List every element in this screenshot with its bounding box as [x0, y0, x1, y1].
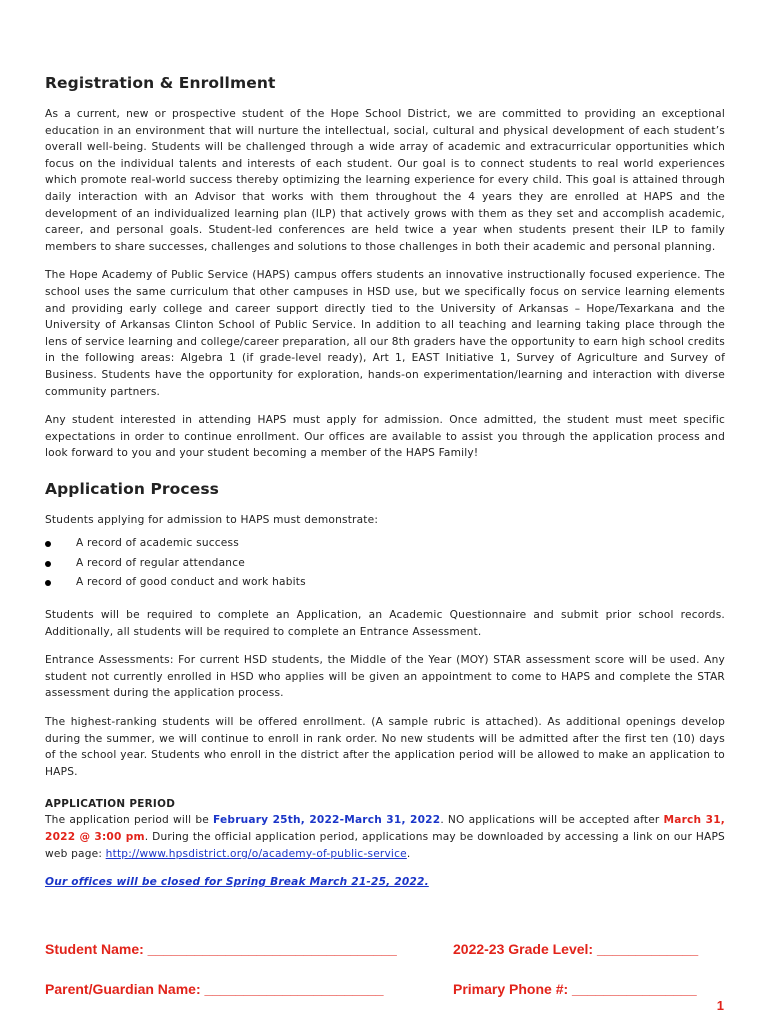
page-number: 1 — [716, 998, 724, 1013]
page-content — [45, 74, 725, 891]
list-item — [45, 554, 725, 574]
registration-heading: Registration & Enrollment — [45, 74, 276, 92]
period-deadline: March 31, 2022 @ 3:00 pm — [45, 814, 725, 843]
form-row-1 — [45, 941, 735, 961]
registration-paragraph-3: Any student interested in attending HAPS must apply for admission. Once admitted, the student must meet specific expectations in order to continue enrollment. Our offices are available to assist you through the application process and look forward to you and your student becoming a member of the HAPS Family! — [45, 414, 725, 460]
application-process-heading: Application Process — [45, 479, 219, 498]
period-text-4: . — [406, 847, 411, 860]
application-intro: Students applying for admission to HAPS must demonstrate: — [45, 513, 379, 526]
bullet-icon — [45, 580, 51, 586]
form-row-2 — [45, 981, 735, 1001]
spring-break-notice: Our offices will be closed for Spring Break March 21-25, 2022. — [45, 876, 429, 889]
requirement-text: A record of academic success — [76, 537, 239, 550]
period-text-1: The application period will be — [45, 814, 214, 827]
entrance-assessment-paragraph: Entrance Assessments: For current HSD students, the Middle of the Year (MOY) STAR assessment score will be used. Any student not currently enrolled in HSD who applies will be given an appointment to come to HAPS and complete the STAR assessment during the application process. — [45, 654, 725, 700]
requirements-list — [45, 534, 725, 593]
haps-web-link[interactable]: http://www.hpsdistrict.org/o/academy-of-public-service — [105, 847, 407, 860]
period-dates: February 25th, 2022-March 31, 2022 — [213, 814, 441, 827]
primary-phone-field[interactable]: Primary Phone #: ________________ — [453, 981, 697, 997]
parent-guardian-name-field[interactable]: Parent/Guardian Name: _______________________ — [45, 981, 384, 997]
registration-paragraph-2: The Hope Academy of Public Service (HAPS) campus offers students an innovative instructionally focused experience. The school uses the same curriculum that other campuses in HSD use, but we specifically focus on service learning elements and providing early college and career support directly tied to the University of Arkansas – Hope/Texarkana and the University of Arkansas Clinton School of Public Service. In addition to all teaching and learning taking place through the lens of service learning and college/career preparation, all our 8th graders have the opportunity to earn high school credits in the following areas: Algebra 1 (if grade-level ready), Art 1, EAST Initiative 1, Survey of Agriculture and Survey of Business. Students have the opportunity for exploration, hands-on experimentation/learning and interaction with diverse community partners. — [45, 269, 725, 398]
list-item — [45, 534, 725, 554]
ranking-paragraph: The highest-ranking students will be offered enrollment. (A sample rubric is attached). As additional openings develop during the summer, we will continue to enroll in rank order. No new students will be admitted after the first ten (10) days of the school year. Students who enroll in the district after the application period will be allowed to make an application to HAPS. — [45, 715, 725, 778]
registration-paragraph-1: As a current, new or prospective student of the Hope School District, we are committed to providing an exceptional education in an environment that will nurture the intellectual, social, cultural and physical development of each student’s overall well-being. Students will be challenged through a wide array of academic and extracurricular opportunities which focus on the individual talents and interests of each student. Our goal is to connect students to real world experiences which promote real-world success thereby optimizing the learning experience for every child. This goal is attained through daily interaction with an Advisor that works with them throughout the 4 years they are enrolled at HAPS and the development of an individualized learning plan (ILP) that actively grows with them as they set and accomplish academic, career, and personal goals. Student-led conferences are held twice a year when students present their ILP to family members to share successes, challenges and solutions to those challenges in both their academic and personal planning. — [45, 108, 725, 253]
required-documents-paragraph: Students will be required to complete an Application, an Academic Questionnaire and submit prior school records. Additionally, all students will be required to complete an Entrance Assessment. — [45, 608, 725, 638]
list-item — [45, 573, 725, 593]
bullet-icon — [45, 541, 51, 547]
application-period-heading: APPLICATION PERIOD — [45, 798, 176, 811]
bullet-icon — [45, 561, 51, 567]
period-text-2: . NO applications will be accepted after — [440, 814, 664, 827]
student-name-field[interactable]: Student Name: ________________________________ — [45, 941, 397, 957]
application-period-text — [45, 812, 725, 862]
requirement-text: A record of regular attendance — [76, 556, 245, 569]
period-text-3: . During the official application period, applications may be downloaded by accessing a link on our HAPS web page: — [45, 830, 725, 860]
requirement-text: A record of good conduct and work habits — [76, 576, 306, 589]
grade-level-field[interactable]: 2022-23 Grade Level: _____________ — [453, 941, 699, 957]
